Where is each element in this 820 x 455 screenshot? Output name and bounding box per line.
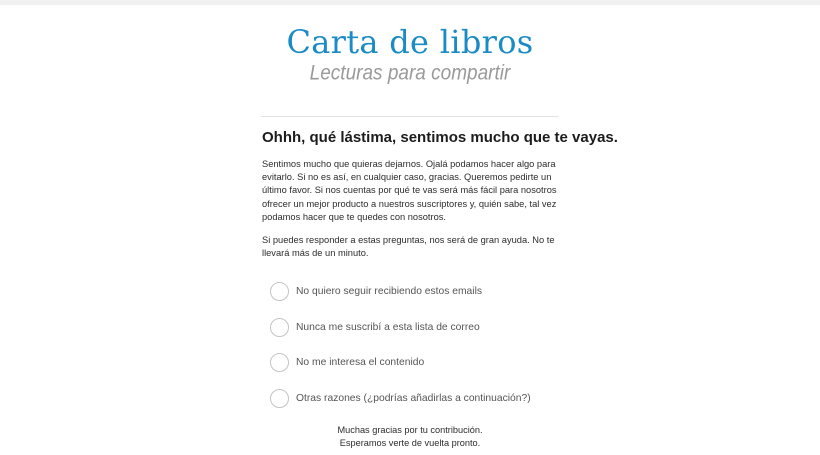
reason-label[interactable]: Otras razones (¿podrías añadirlas a continuación?) — [296, 393, 531, 405]
reason-option-not-interested[interactable] — [270, 345, 570, 381]
unsubscribe-reasons — [270, 274, 570, 416]
intro-paragraph: Sentimos mucho que quieras dejarnos. Ojalá podamos hacer algo para evitarlo. Si no es así, en cualquier caso, gracias. Queremos pedirte un último favor. Si nos cuentas por qué te vas será más fácil para nosotros ofrecer un mejor producto a nuestros suscriptores y, quién sabe, tal vez podamos hacer que te quedes con nosotros. — [262, 159, 557, 222]
reason-option-no-more-emails[interactable] — [270, 274, 570, 310]
radio-button[interactable] — [270, 389, 289, 408]
radio-button[interactable] — [270, 282, 289, 301]
request-paragraph: Si puedes responder a estas preguntas, nos será de gran ayuda. No te llevará más de un minuto. — [262, 235, 555, 259]
divider — [261, 116, 559, 117]
footer-thanks: Muchas gracias por tu contribución. — [337, 425, 483, 435]
top-strip — [0, 0, 820, 5]
brand-title: Carta de libros — [286, 23, 534, 61]
reason-label[interactable]: No me interesa el contenido — [296, 357, 425, 369]
reason-label[interactable]: Nunca me suscribí a esta lista de correo — [296, 321, 480, 333]
radio-button[interactable] — [270, 318, 289, 337]
reason-option-other[interactable] — [270, 381, 570, 417]
brand-subtitle: Lecturas para compartir — [309, 61, 511, 86]
radio-button[interactable] — [270, 353, 289, 372]
footer-see-you: Esperamos verte de vuelta pronto. — [339, 438, 481, 448]
reason-option-never-subscribed[interactable] — [270, 310, 570, 346]
footer-message — [0, 424, 820, 450]
reason-label[interactable]: No quiero seguir recibiendo estos emails — [296, 286, 483, 298]
page-heading: Ohhh, qué lástima, sentimos mucho que te vayas. — [262, 129, 618, 146]
